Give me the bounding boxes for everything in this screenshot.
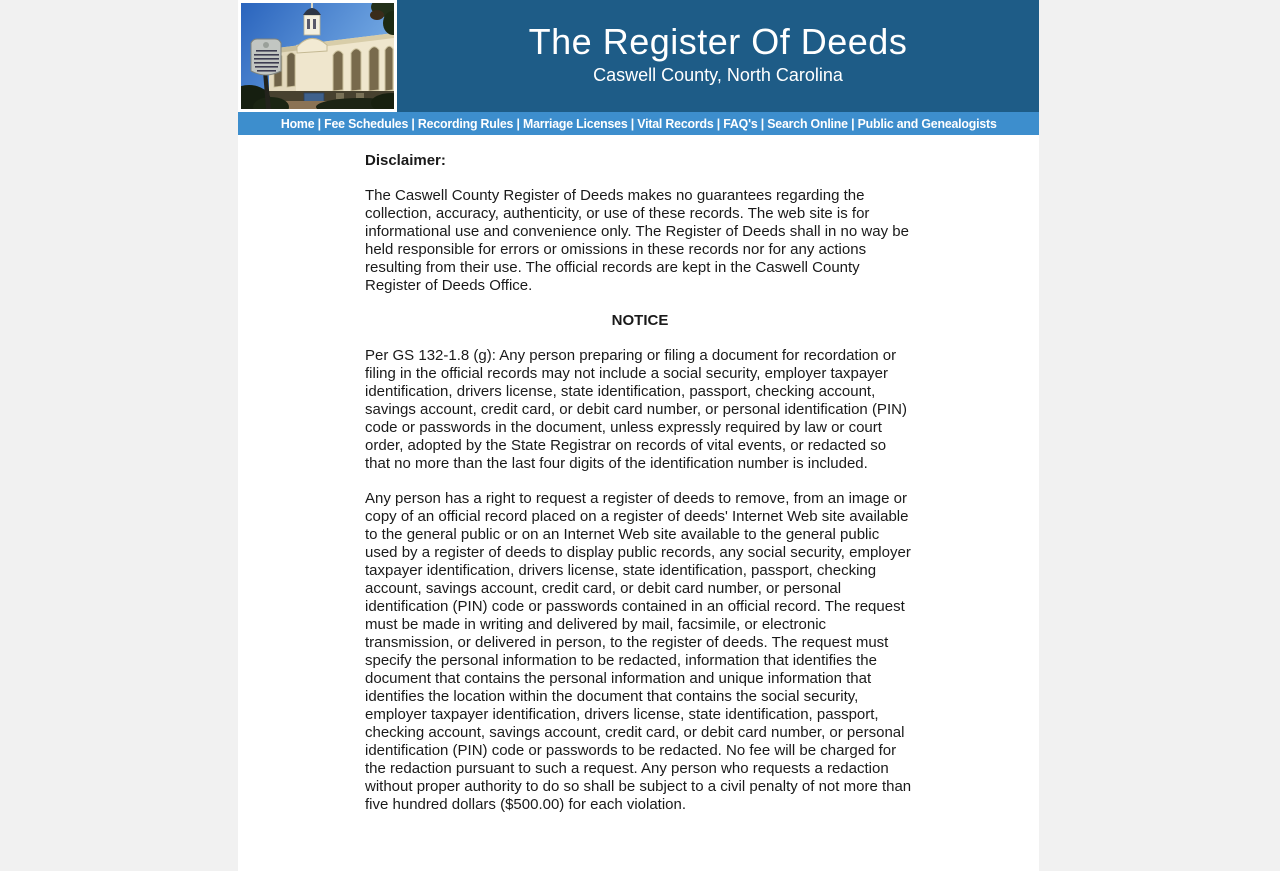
nav-separator: | [407,116,418,131]
nav-separator: | [627,116,638,131]
notice-paragraph-2: Any person has a right to request a register of deeds to remove, from an image or copy of an official record placed on a register of deeds' Internet Web site available to the general public or on an Internet Web site available to the general public used by a register of deeds to display public records, any social security, employer taxpayer identification, drivers license, state identification, passport, checking account, savings account, credit card, or debit card number, or personal identification (PIN) code or passwords contained in an official record. The request must be made in writing and delivered by mail, facsimile, or electronic transmission, or delivered in person, to the register of deeds. The request must specify the personal information to be redacted, information that identifies the document that contains the personal information and unique information that identifies the location within the document that contains the social security, employer taxpayer identification, drivers license, state identification, passport, checking account, savings account, credit card, or debit card number, or personal identification (PIN) code or passwords to be redacted. No fee will be charged for the redaction pursuant to such a request. Any person who requests a redaction without proper authority to do so shall be subject to a civil penalty of not more than five hundred dollars ($500.00) for each violation. [365,490,912,813]
nav-links [281,116,997,131]
nav-separator: | [757,116,768,131]
disclaimer-paragraph: The Caswell County Register of Deeds makes no guarantees regarding the collection, accuracy, authenticity, or use of these records. The web site is for informational use and convenience only. The Register of Deeds shall in no way be held responsible for errors or omissions in these records nor for any actions resulting from their use. The official records are kept in the Caswell County Register of Deeds Office. [365,187,909,294]
nav-link-marriage-licenses[interactable]: Marriage Licenses [522,116,628,131]
notice-heading: NOTICE [611,312,669,329]
notice-paragraph-1: Per GS 132-1.8 (g): Any person preparing or filing a document for recordation or filing in the official records may not include a social security, employer taxpayer identification, drivers license, state identification, passport, checking account, savings account, credit card, or debit card number, or personal identification (PIN) code or passwords in the document, unless expressly required by law or court order, adopted by the State Registrar on records of vital events, or redacted so that no more than the last four digits of the identification number is included. [365,347,907,472]
nav-bar [238,112,1039,135]
header-banner [397,0,1039,112]
nav-separator: | [512,116,523,131]
header [238,0,1039,112]
page-title: The Register Of Deeds [528,21,908,62]
nav-link-public-and-genealogists[interactable]: Public and Genealogists [857,116,997,131]
nav-separator: | [713,116,724,131]
page [238,0,1039,871]
nav-link-home[interactable]: Home [280,116,315,131]
nav-link-search-online[interactable]: Search Online [767,116,848,131]
nav-link-fee-schedules[interactable]: Fee Schedules [323,116,408,131]
nav-link-vital-records[interactable]: Vital Records [637,116,714,131]
main-content [238,135,915,871]
page-subtitle: Caswell County, North Carolina [593,65,843,85]
disclaimer-heading: Disclaimer: [365,152,446,169]
nav-separator: | [847,116,858,131]
nav-separator: | [314,116,324,131]
nav-link-recording-rules[interactable]: Recording Rules [417,116,513,131]
courthouse-photo-image [241,3,394,109]
courthouse-photo [238,0,397,112]
nav-link-faq-s[interactable]: FAQ's [723,116,758,131]
